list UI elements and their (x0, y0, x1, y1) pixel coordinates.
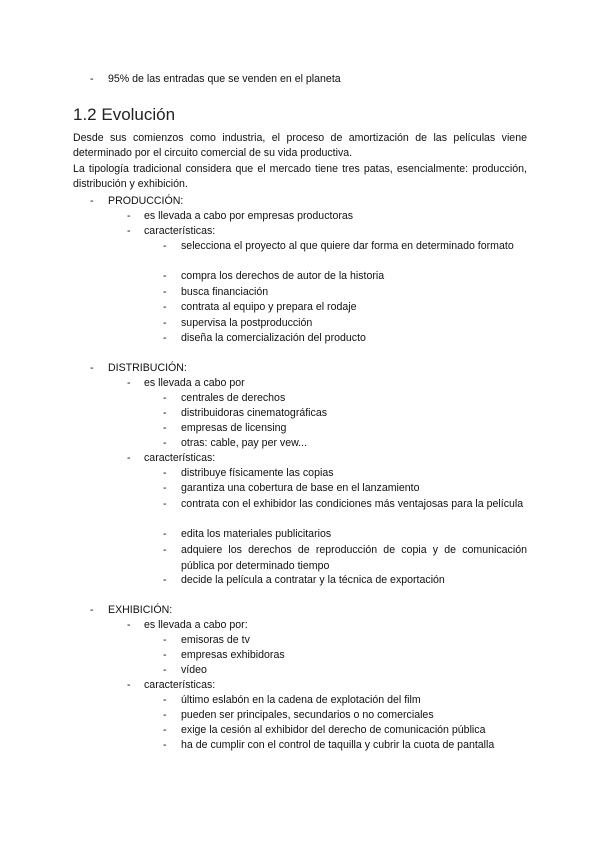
distribucion-title: DISTRIBUCIÓN: (108, 362, 187, 374)
distribucion-caracteristica-item: adquiere los derechos de reproducción de copia y de comunicación pública por determinado tiempo (181, 544, 527, 572)
exhibicion-lleva: es llevada a cabo por: (144, 619, 248, 631)
distribucion-caracteristicas-label: características: (144, 452, 216, 464)
bullet-dash: - (163, 528, 167, 540)
exhibicion-caracteristica-item: último eslabón en la cadena de explotación del film (181, 694, 421, 706)
produccion-title: PRODUCCIÓN: (108, 195, 184, 207)
bullet-dash: - (163, 709, 167, 721)
bullet-dash: - (163, 422, 167, 434)
bullet-dash: - (163, 664, 167, 676)
distribucion-caracteristica-item: distribuye físicamente las copias (181, 467, 334, 479)
distribucion-lleva-item: empresas de licensing (181, 422, 287, 434)
bullet-dash: - (90, 73, 94, 85)
bullet-dash: - (90, 604, 94, 616)
bullet-dash: - (127, 619, 131, 631)
paragraph-2: La tipología tradicional considera que el mercado tiene tres patas, esencialmente: producción, distribución y exhibición. (73, 163, 527, 190)
intro-bullet-text: 95% de las entradas que se venden en el planeta (108, 73, 341, 85)
bullet-dash: - (163, 498, 167, 510)
exhibicion-caracteristicas-label: características: (144, 679, 216, 691)
bullet-dash: - (163, 574, 167, 586)
produccion-caracteristica-item: contrata al equipo y prepara el rodaje (181, 301, 357, 313)
bullet-dash: - (163, 724, 167, 736)
bullet-dash: - (163, 739, 167, 751)
bullet-dash: - (163, 301, 167, 313)
distribucion-caracteristica-item: contrata con el exhibidor las condiciones más ventajosas para la película (181, 498, 524, 510)
paragraph-1: Desde sus comienzos como industria, el proceso de amortización de las películas viene determinado por el circuito comercial de su vida productiva. (73, 132, 527, 159)
bullet-dash: - (127, 210, 131, 222)
bullet-dash: - (127, 452, 131, 464)
produccion-lleva: es llevada a cabo por empresas productoras (144, 210, 354, 222)
bullet-dash: - (163, 544, 167, 556)
bullet-dash: - (163, 467, 167, 479)
distribucion-lleva-item: distribuidoras cinematográficas (181, 407, 328, 419)
bullet-dash: - (163, 270, 167, 282)
produccion-caracteristica-item: supervisa la postproducción (181, 317, 313, 329)
produccion-caracteristica-item: busca financiación (181, 286, 269, 298)
bullet-dash: - (163, 317, 167, 329)
distribucion-lleva: es llevada a cabo por (144, 377, 245, 389)
distribucion-lleva-item: otras: cable, pay per vew... (181, 437, 308, 449)
produccion-caracteristicas-label: características: (144, 225, 216, 237)
bullet-dash: - (163, 649, 167, 661)
bullet-dash: - (127, 377, 131, 389)
bullet-dash: - (127, 679, 131, 691)
exhibicion-lleva-item: emisoras de tv (181, 634, 250, 646)
exhibicion-caracteristica-item: pueden ser principales, secundarios o no comerciales (181, 709, 434, 721)
distribucion-caracteristica-item: decide la película a contratar y la técnica de exportación (181, 574, 445, 586)
bullet-dash: - (163, 392, 167, 404)
bullet-dash: - (163, 482, 167, 494)
bullet-dash: - (163, 437, 167, 449)
bullet-dash: - (163, 286, 167, 298)
exhibicion-title: EXHIBICIÓN: (108, 604, 173, 616)
produccion-caracteristica-item: compra los derechos de autor de la historia (181, 270, 385, 282)
exhibicion-caracteristica-item: exige la cesión al exhibidor del derecho de comunicación pública (181, 724, 486, 736)
bullet-dash: - (163, 332, 167, 344)
bullet-dash: - (163, 694, 167, 706)
bullet-dash: - (163, 240, 167, 252)
distribucion-caracteristica-item: edita los materiales publicitarios (181, 528, 332, 540)
produccion-caracteristica-item: selecciona el proyecto al que quiere dar forma en determinado formato (181, 240, 514, 252)
bullet-dash: - (90, 362, 94, 374)
bullet-dash: - (163, 407, 167, 419)
exhibicion-lleva-item: empresas exhibidoras (181, 649, 285, 661)
section-heading: 1.2 Evolución (73, 105, 176, 124)
bullet-dash: - (163, 634, 167, 646)
distribucion-lleva-item: centrales de derechos (181, 392, 286, 404)
bullet-dash: - (90, 195, 94, 207)
distribucion-caracteristica-item: garantiza una cobertura de base en el lanzamiento (181, 482, 420, 494)
produccion-caracteristica-item: diseña la comercialización del producto (181, 332, 366, 344)
bullet-dash: - (127, 225, 131, 237)
exhibicion-lleva-item: vídeo (181, 664, 207, 676)
exhibicion-caracteristica-item: ha de cumplir con el control de taquilla y cubrir la cuota de pantalla (181, 739, 495, 751)
